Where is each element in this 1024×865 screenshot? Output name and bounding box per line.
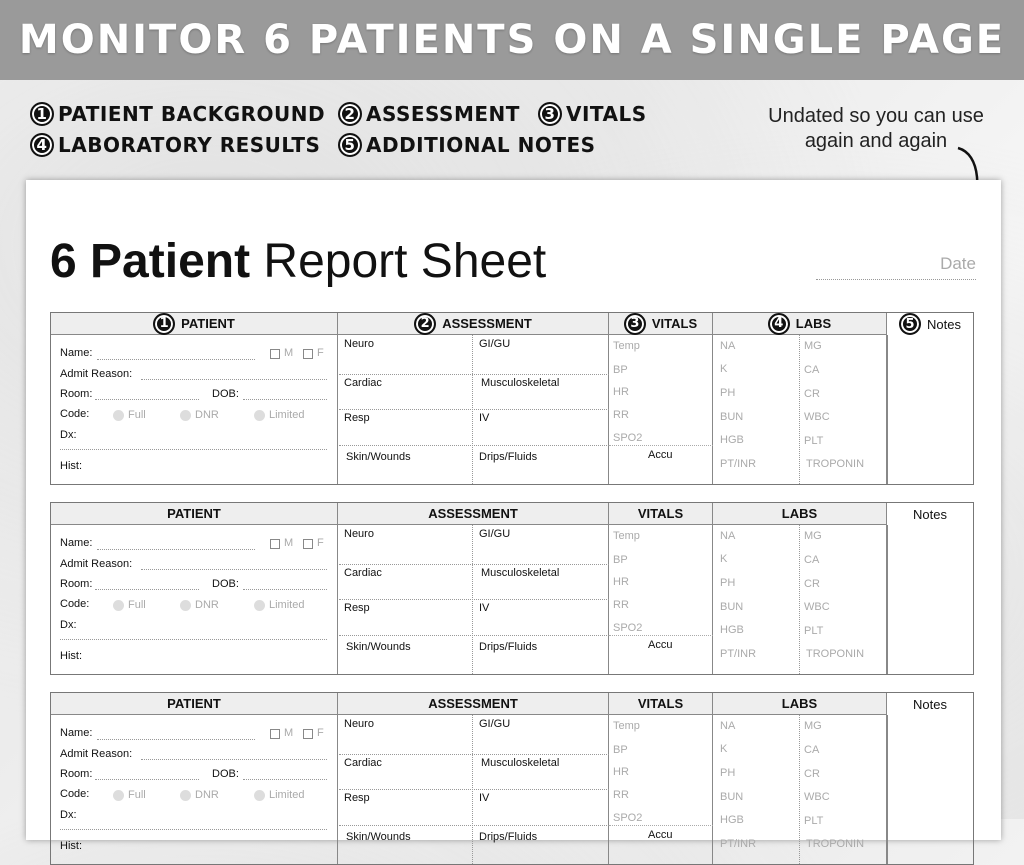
number-4-badge-icon: 4: [30, 133, 54, 157]
ph-label: PH: [720, 577, 736, 589]
dx-label: Dx:: [60, 619, 77, 631]
vitals-header: [609, 503, 713, 525]
name-input[interactable]: [97, 359, 255, 360]
musculoskeletal-label: Musculoskeletal: [481, 377, 560, 389]
male-label: M: [284, 537, 294, 549]
assessment-row-line: [339, 635, 609, 636]
ptinr-label: PT/INR: [720, 458, 757, 470]
code-full-radio[interactable]: [113, 790, 124, 801]
iv-label: IV: [479, 412, 490, 424]
female-label: F: [317, 347, 324, 359]
callout-line-2: again and again: [804, 130, 948, 152]
assessment-header: [338, 503, 609, 525]
bp-label: BP: [613, 554, 628, 566]
iv-label: IV: [479, 602, 490, 614]
labs-divider: [799, 335, 800, 484]
female-checkbox[interactable]: [303, 729, 313, 739]
cr-label: CR: [804, 768, 820, 780]
dx-input[interactable]: [60, 639, 327, 640]
hist-label: Hist:: [60, 460, 82, 472]
admit-reason-label: Admit Reason:: [60, 748, 133, 760]
notes-header-label: Notes: [927, 316, 961, 332]
drips-fluids-label: Drips/Fluids: [479, 451, 538, 463]
labs-header-label: LABS: [795, 316, 832, 331]
number-3-badge-icon: 3: [538, 102, 562, 126]
k-label: K: [720, 553, 728, 565]
male-checkbox[interactable]: [270, 349, 280, 359]
patient-header: [51, 503, 338, 525]
code-label: Code:: [60, 788, 90, 800]
vitals-header-label: VITALS: [637, 506, 684, 521]
spo2-label: SPO2: [613, 622, 643, 634]
na-label: NA: [720, 340, 736, 352]
musculoskeletal-label: Musculoskeletal: [481, 757, 560, 769]
assessment-header-label: ASSESSMENT: [428, 696, 518, 711]
assessment-header: [338, 313, 609, 335]
gigu-label: GI/GU: [479, 528, 511, 540]
notes-header-label: Notes: [913, 506, 947, 522]
female-checkbox[interactable]: [303, 349, 313, 359]
code-limited-radio[interactable]: [254, 600, 265, 611]
admit-reason-input[interactable]: [141, 379, 327, 380]
sheet-title: [50, 234, 546, 289]
code-dnr-label: DNR: [195, 789, 219, 801]
feature-label: ASSESSMENT: [366, 102, 520, 126]
cardiac-label: Cardiac: [344, 757, 382, 769]
k-label: K: [720, 743, 728, 755]
ptinr-label: PT/INR: [720, 648, 757, 660]
drips-fluids-label: Drips/Fluids: [479, 831, 538, 843]
mg-label: MG: [804, 720, 822, 732]
code-label: Code:: [60, 408, 90, 420]
rr-label: RR: [613, 409, 629, 421]
number-3-badge-icon: 3: [624, 313, 646, 335]
neuro-label: Neuro: [344, 718, 374, 730]
plt-label: PLT: [804, 435, 824, 447]
notes-header: [887, 693, 973, 715]
ph-label: PH: [720, 767, 736, 779]
code-full-label: Full: [128, 599, 146, 611]
hgb-label: HGB: [720, 624, 744, 636]
code-limited-radio[interactable]: [254, 410, 265, 421]
labs-header: [713, 503, 887, 525]
wbc-label: WBC: [804, 791, 830, 803]
male-checkbox[interactable]: [270, 539, 280, 549]
ph-label: PH: [720, 387, 736, 399]
notes-column[interactable]: [887, 715, 973, 864]
cr-label: CR: [804, 578, 820, 590]
patient-card: [50, 502, 974, 675]
cr-label: CR: [804, 388, 820, 400]
report-sheet: [26, 180, 1001, 852]
room-label: Room:: [60, 768, 93, 780]
bp-label: BP: [613, 744, 628, 756]
hr-label: HR: [613, 576, 629, 588]
number-5-badge-icon: 5: [899, 313, 921, 335]
ca-label: CA: [804, 364, 820, 376]
dob-label: DOB:: [212, 768, 239, 780]
code-full-radio[interactable]: [113, 410, 124, 421]
banner-title: MONITOR 6 PATIENTS ON A SINGLE PAGE: [18, 17, 1006, 63]
hr-label: HR: [613, 386, 629, 398]
wbc-label: WBC: [804, 601, 830, 613]
number-2-badge-icon: 2: [338, 102, 362, 126]
feature-label: ADDITIONAL NOTES: [366, 133, 596, 157]
room-label: Room:: [60, 578, 93, 590]
assessment-row-line: [339, 409, 609, 410]
name-label: Name:: [60, 347, 93, 359]
name-input[interactable]: [97, 739, 255, 740]
temp-label: Temp: [613, 340, 640, 352]
rr-label: RR: [613, 599, 629, 611]
spo2-label: SPO2: [613, 432, 643, 444]
assessment-header: [338, 693, 609, 715]
dob-label: DOB:: [212, 388, 239, 400]
callout-line-1: Undated so you can use: [768, 105, 984, 127]
name-label: Name:: [60, 537, 93, 549]
male-label: M: [284, 727, 294, 739]
bun-label: BUN: [720, 601, 744, 613]
assessment-row-line: [339, 599, 609, 600]
k-label: K: [720, 363, 728, 375]
dob-input[interactable]: [243, 589, 327, 590]
ptinr-label: PT/INR: [720, 838, 757, 850]
bun-label: BUN: [720, 791, 744, 803]
female-label: F: [317, 727, 324, 739]
notes-column[interactable]: [887, 335, 973, 484]
resp-label: Resp: [344, 792, 370, 804]
female-label: F: [317, 537, 324, 549]
assessment-header-label: ASSESSMENT: [428, 506, 518, 521]
accu-label: Accu: [648, 639, 673, 651]
vitals-header-label: VITALS: [637, 696, 684, 711]
mg-label: MG: [804, 340, 822, 352]
code-label: Code:: [60, 598, 90, 610]
name-label: Name:: [60, 727, 93, 739]
mg-label: MG: [804, 530, 822, 542]
assessment-row-line: [339, 374, 609, 375]
temp-label: Temp: [613, 530, 640, 542]
bp-label: BP: [613, 364, 628, 376]
vitals-header: [609, 313, 713, 335]
iv-label: IV: [479, 792, 490, 804]
labs-header: [713, 313, 887, 335]
male-checkbox[interactable]: [270, 729, 280, 739]
feature-label: PATIENT BACKGROUND: [58, 102, 326, 126]
gigu-label: GI/GU: [479, 718, 511, 730]
skin-wounds-label: Skin/Wounds: [346, 831, 411, 843]
banner: [0, 0, 1024, 80]
code-dnr-label: DNR: [195, 599, 219, 611]
code-dnr-radio[interactable]: [180, 790, 191, 801]
assessment-row-line: [339, 564, 609, 565]
patient-header-label: PATIENT: [167, 506, 221, 521]
temp-label: Temp: [613, 720, 640, 732]
notes-column[interactable]: [887, 525, 973, 674]
assessment-header-label: ASSESSMENT: [442, 316, 532, 331]
number-4-badge-icon: 4: [768, 313, 790, 335]
vitals-accu-line: [609, 825, 713, 826]
assessment-row-line: [339, 445, 609, 446]
accu-label: Accu: [648, 449, 673, 461]
number-2-badge-icon: 2: [414, 313, 436, 335]
na-label: NA: [720, 720, 736, 732]
sheet-title-rest: Report Sheet: [250, 235, 547, 288]
code-limited-radio[interactable]: [254, 790, 265, 801]
dob-input[interactable]: [243, 399, 327, 400]
patient-header-label: PATIENT: [181, 316, 235, 331]
feature-vitals: [538, 102, 647, 126]
hr-label: HR: [613, 766, 629, 778]
date-field[interactable]: Date: [816, 254, 976, 280]
sheet-title-bold: 6 Patient: [50, 235, 251, 288]
hist-label: Hist:: [60, 650, 82, 662]
patient-card: [50, 312, 974, 485]
feature-label: LABORATORY RESULTS: [58, 133, 321, 157]
code-full-label: Full: [128, 409, 146, 421]
resp-label: Resp: [344, 412, 370, 424]
assessment-row-line: [339, 789, 609, 790]
cardiac-label: Cardiac: [344, 567, 382, 579]
code-limited-label: Limited: [269, 599, 305, 611]
neuro-label: Neuro: [344, 338, 374, 350]
code-full-label: Full: [128, 789, 146, 801]
feature-label: VITALS: [566, 102, 647, 126]
labs-divider: [799, 715, 800, 864]
skin-wounds-label: Skin/Wounds: [346, 451, 411, 463]
code-dnr-label: DNR: [195, 409, 219, 421]
female-checkbox[interactable]: [303, 539, 313, 549]
spo2-label: SPO2: [613, 812, 643, 824]
feature-assessment: [338, 102, 520, 126]
admit-reason-input[interactable]: [141, 569, 327, 570]
assessment-row-line: [339, 754, 609, 755]
room-input[interactable]: [95, 779, 199, 780]
dx-label: Dx:: [60, 809, 77, 821]
number-1-badge-icon: 1: [153, 313, 175, 335]
feature-list: [30, 100, 670, 164]
labs-header-label: LABS: [781, 506, 818, 521]
hgb-label: HGB: [720, 814, 744, 826]
patient-header: [51, 693, 338, 715]
patient-header: [51, 313, 338, 335]
notes-header-label: Notes: [913, 696, 947, 712]
admit-reason-label: Admit Reason:: [60, 368, 133, 380]
patient-card: [50, 692, 974, 865]
room-input[interactable]: [95, 399, 199, 400]
troponin-label: TROPONIN: [806, 458, 865, 470]
name-input[interactable]: [97, 549, 255, 550]
drips-fluids-label: Drips/Fluids: [479, 641, 538, 653]
dob-input[interactable]: [243, 779, 327, 780]
gigu-label: GI/GU: [479, 338, 511, 350]
vitals-accu-line: [609, 445, 713, 446]
code-dnr-radio[interactable]: [180, 410, 191, 421]
labs-header-label: LABS: [781, 696, 818, 711]
troponin-label: TROPONIN: [806, 648, 865, 660]
labs-header: [713, 693, 887, 715]
number-1-badge-icon: 1: [30, 102, 54, 126]
plt-label: PLT: [804, 625, 824, 637]
rr-label: RR: [613, 789, 629, 801]
neuro-label: Neuro: [344, 528, 374, 540]
hgb-label: HGB: [720, 434, 744, 446]
code-full-radio[interactable]: [113, 600, 124, 611]
notes-header: [887, 503, 973, 525]
feature-patient-background: [30, 102, 325, 126]
admit-reason-label: Admit Reason:: [60, 558, 133, 570]
admit-reason-input[interactable]: [141, 759, 327, 760]
code-limited-label: Limited: [269, 409, 305, 421]
skin-wounds-label: Skin/Wounds: [346, 641, 411, 653]
bun-label: BUN: [720, 411, 744, 423]
vitals-header-label: VITALS: [651, 316, 698, 331]
code-dnr-radio[interactable]: [180, 600, 191, 611]
hist-label: Hist:: [60, 840, 82, 852]
troponin-label: TROPONIN: [806, 838, 865, 850]
wbc-label: WBC: [804, 411, 830, 423]
cardiac-label: Cardiac: [344, 377, 382, 389]
labs-divider: [799, 525, 800, 674]
room-label: Room:: [60, 388, 93, 400]
dx-input[interactable]: [60, 449, 327, 450]
male-label: M: [284, 347, 294, 359]
dob-label: DOB:: [212, 578, 239, 590]
room-input[interactable]: [95, 589, 199, 590]
notes-header: [887, 313, 973, 335]
accu-label: Accu: [648, 829, 673, 841]
vitals-header: [609, 693, 713, 715]
number-5-badge-icon: 5: [338, 133, 362, 157]
feature-additional-notes: [338, 133, 596, 157]
vitals-accu-line: [609, 635, 713, 636]
assessment-row-line: [339, 825, 609, 826]
na-label: NA: [720, 530, 736, 542]
code-limited-label: Limited: [269, 789, 305, 801]
ca-label: CA: [804, 744, 820, 756]
patient-header-label: PATIENT: [167, 696, 221, 711]
ca-label: CA: [804, 554, 820, 566]
feature-laboratory-results: [30, 133, 320, 157]
resp-label: Resp: [344, 602, 370, 614]
dx-label: Dx:: [60, 429, 77, 441]
plt-label: PLT: [804, 815, 824, 827]
dx-input[interactable]: [60, 829, 327, 830]
musculoskeletal-label: Musculoskeletal: [481, 567, 560, 579]
